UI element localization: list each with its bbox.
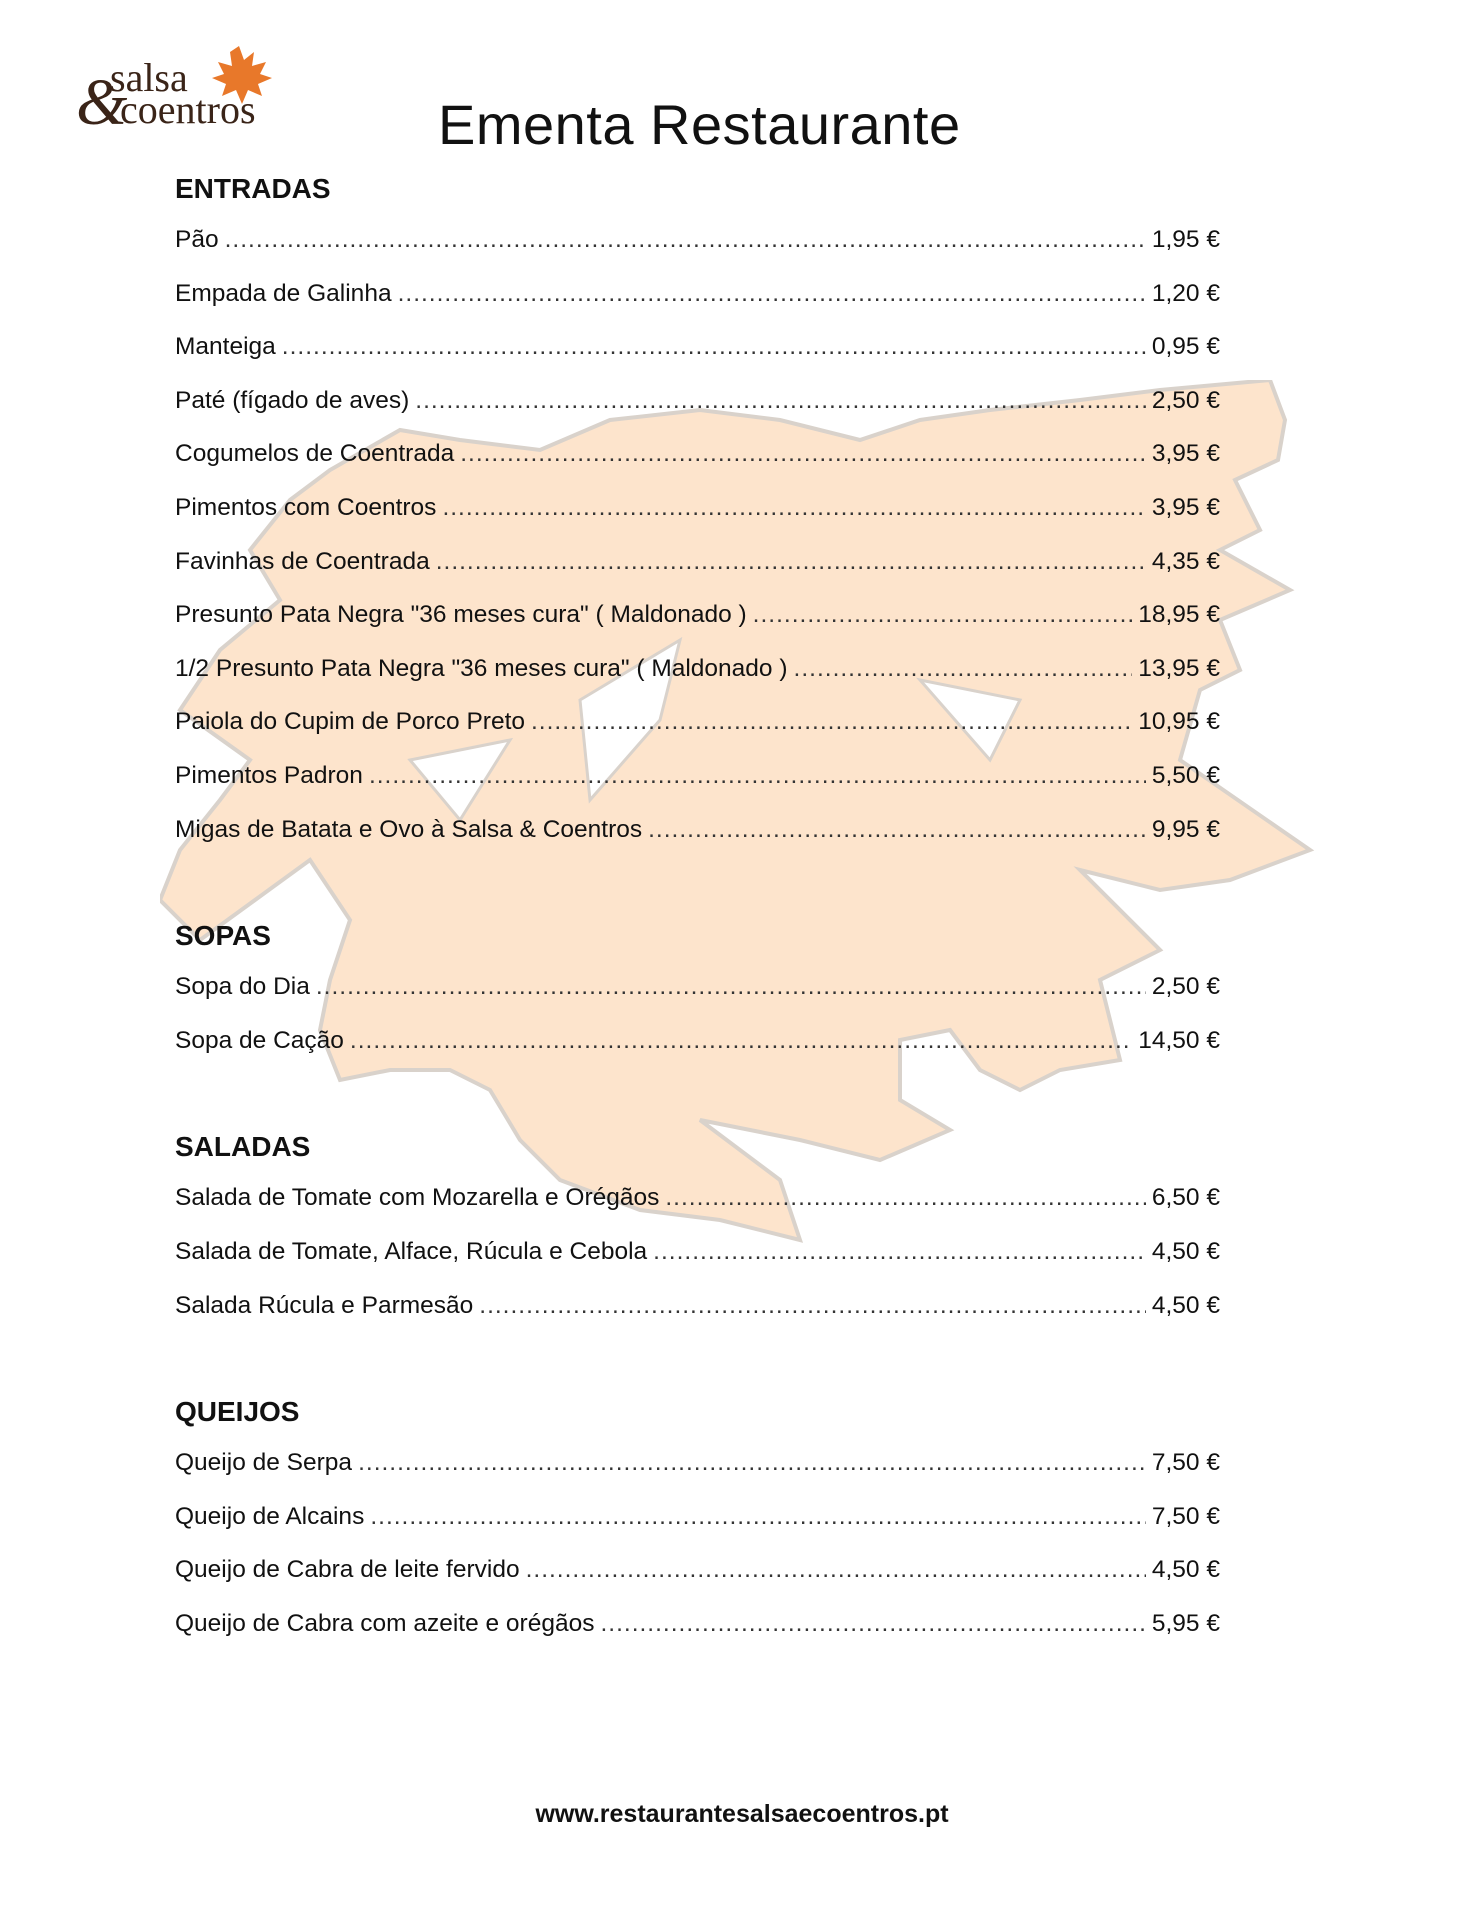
menu-item-price: 18,95 € (1138, 601, 1220, 629)
menu-item-price: 4,35 € (1151, 547, 1220, 575)
dot-leader (436, 548, 1146, 576)
menu-item-price: 4,50 € (1151, 1237, 1220, 1265)
menu-item-price: 3,95 € (1151, 493, 1220, 521)
footer-website: www.restaurantesalsaecoentros.pt (535, 1800, 949, 1828)
dot-leader (526, 1556, 1146, 1584)
menu-item-name: Pimentos Padron (175, 761, 363, 789)
menu-item (175, 1449, 1220, 1503)
menu-item-price: 0,95 € (1151, 333, 1220, 361)
menu-section-sopas (175, 919, 1220, 1080)
menu-item (175, 226, 1220, 280)
section-heading: SALADAS (175, 1131, 311, 1163)
menu-list (175, 172, 1220, 1663)
dot-leader (531, 708, 1132, 736)
menu-item-price: 1,20 € (1151, 279, 1220, 307)
menu-item (175, 387, 1220, 441)
menu-item-price: 7,50 € (1151, 1502, 1220, 1530)
menu-item (175, 708, 1220, 762)
menu-item-price: 6,50 € (1151, 1184, 1220, 1212)
dot-leader (665, 1184, 1146, 1212)
menu-item (175, 655, 1220, 709)
menu-item-price: 9,95 € (1151, 815, 1220, 843)
section-heading: ENTRADAS (175, 173, 331, 204)
dot-leader (350, 1027, 1132, 1055)
menu-item-price: 7,50 € (1151, 1449, 1220, 1477)
menu-item (175, 1556, 1220, 1610)
page-title: Ementa Restaurante (438, 93, 961, 156)
menu-item-name: Favinhas de Coentrada (175, 547, 430, 575)
menu-item (175, 440, 1220, 494)
menu-item (175, 816, 1220, 870)
menu-item-name: Sopa de Cação (175, 1026, 344, 1054)
menu-section-saladas (175, 1130, 1220, 1345)
menu-item (175, 973, 1220, 1027)
dot-leader (600, 1610, 1145, 1638)
menu-item-name: Cogumelos de Coentrada (175, 440, 455, 468)
menu-item-price: 4,50 € (1151, 1556, 1220, 1584)
menu-item-name: Queijo de Cabra com azeite e orégãos (175, 1609, 595, 1637)
menu-section-queijos (175, 1395, 1220, 1663)
menu-item-name: Salada Rúcula e Parmesão (175, 1291, 474, 1319)
menu-item-name: Presunto Pata Negra "36 meses cura" ( Maldonado ) (175, 601, 747, 629)
menu-item-name: Paiola do Cupim de Porco Preto (175, 708, 525, 736)
menu-item-name: Paté (fígado de aves) (175, 386, 410, 414)
menu-item-name: Empada de Galinha (175, 279, 392, 307)
dot-leader (479, 1292, 1146, 1320)
dot-leader (316, 973, 1146, 1001)
menu-item-price: 1,95 € (1151, 226, 1220, 253)
menu-section-entradas (175, 172, 1220, 869)
menu-item-name: 1/2 Presunto Pata Negra "36 meses cura" ( Maldonado ) (175, 654, 788, 682)
menu-item (175, 762, 1220, 816)
menu-item (175, 1238, 1220, 1292)
dot-leader (225, 226, 1146, 254)
menu-item-name: Pão (175, 226, 219, 253)
dot-leader (460, 440, 1146, 468)
menu-item (175, 280, 1220, 334)
logo-word-salsa: salsa (110, 55, 188, 100)
menu-item (175, 1610, 1220, 1664)
dot-leader (358, 1449, 1146, 1477)
menu-item-name: Queijo de Alcains (175, 1502, 365, 1530)
menu-item (175, 1027, 1220, 1081)
menu-item-price: 4,50 € (1151, 1291, 1220, 1319)
menu-item (175, 1292, 1220, 1346)
section-heading: QUEIJOS (175, 1396, 300, 1428)
menu-item (175, 1503, 1220, 1557)
dot-leader (415, 387, 1146, 415)
dot-leader (653, 1238, 1146, 1266)
menu-item-name: Sopa do Dia (175, 973, 310, 1001)
dot-leader (753, 601, 1133, 629)
menu-item-name: Salada de Tomate com Mozarella e Orégãos (175, 1184, 660, 1212)
restaurant-logo (76, 44, 296, 139)
menu-item-name: Migas de Batata e Ovo à Salsa & Coentros (175, 815, 643, 843)
menu-item-price: 5,95 € (1151, 1609, 1220, 1637)
dot-leader (442, 494, 1145, 522)
menu-item (175, 494, 1220, 548)
menu-item-name: Queijo de Serpa (175, 1449, 353, 1477)
menu-item-price: 2,50 € (1151, 386, 1220, 414)
dot-leader (370, 1503, 1146, 1531)
menu-item-price: 13,95 € (1138, 654, 1220, 682)
menu-item-price: 2,50 € (1151, 973, 1220, 1001)
dot-leader (369, 762, 1146, 790)
menu-item-price: 14,50 € (1138, 1026, 1220, 1054)
logo-word-coentros: coentros (120, 87, 256, 132)
menu-item-price: 10,95 € (1138, 708, 1220, 736)
dot-leader (794, 655, 1133, 683)
menu-item-name: Salada de Tomate, Alface, Rúcula e Cebola (175, 1237, 648, 1265)
menu-item-name: Manteiga (175, 333, 276, 361)
menu-item-price: 5,50 € (1151, 761, 1220, 789)
dot-leader (648, 816, 1146, 844)
menu-item (175, 601, 1220, 655)
dot-leader (398, 280, 1146, 308)
dot-leader (282, 333, 1146, 361)
logo-ampersand: & (76, 66, 128, 139)
menu-item (175, 1184, 1220, 1238)
menu-item-name: Queijo de Cabra de leite fervido (175, 1556, 520, 1584)
menu-item-price: 3,95 € (1151, 440, 1220, 468)
section-heading: SOPAS (175, 920, 271, 952)
menu-item-name: Pimentos com Coentros (175, 493, 437, 521)
menu-item (175, 333, 1220, 387)
menu-item (175, 548, 1220, 602)
